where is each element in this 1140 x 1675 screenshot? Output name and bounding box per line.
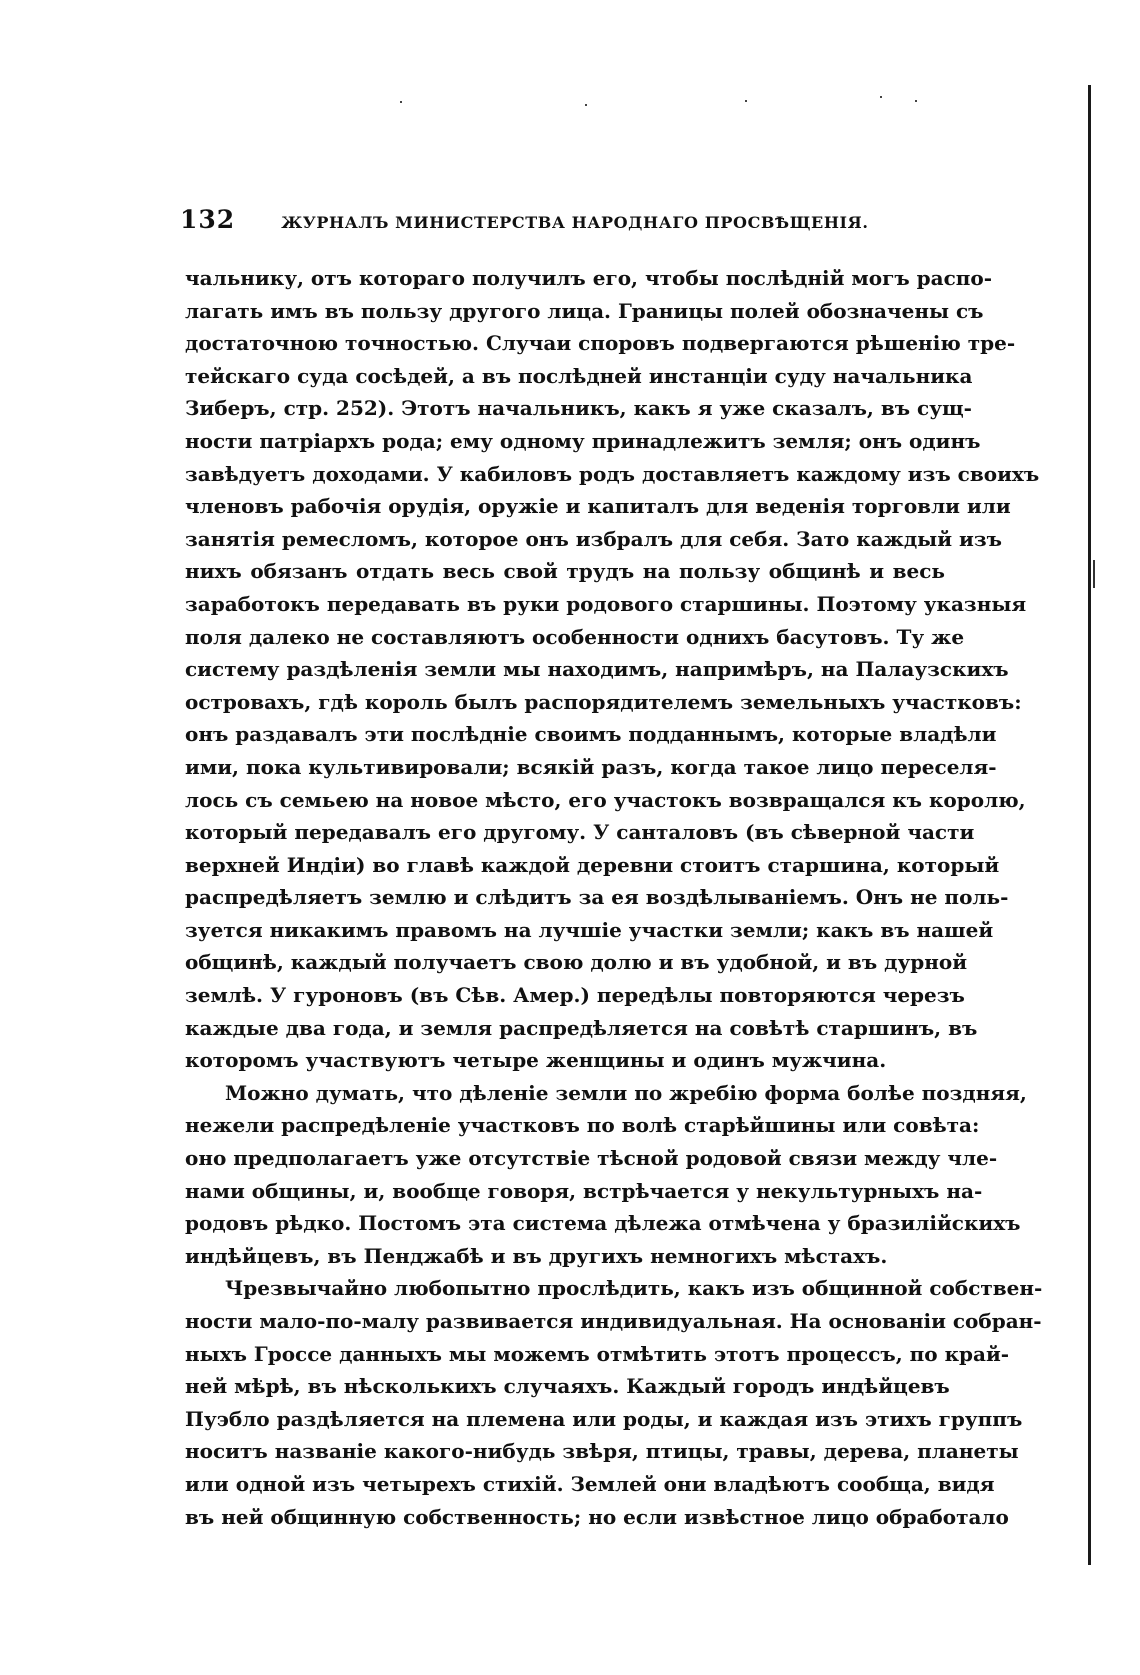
paragraph (185, 1077, 1027, 1273)
text-line: который передавалъ его другому. У санталовъ (въ сѣверной части (185, 820, 975, 845)
text-line: въ ней общинную собственность; но если извѣстное лицо обработало (185, 1504, 1009, 1529)
text-line: Зиберъ, стр. 252). Этотъ начальникъ, какъ я уже сказалъ, въ сущ- (185, 396, 972, 421)
page-number: 132 (180, 205, 236, 234)
paragraph (185, 262, 1040, 1077)
text-line: распредѣляетъ землю и слѣдитъ за ея воздѣлываніемъ. Онъ не поль- (185, 885, 1009, 910)
text-line: ныхъ Гроссе данныхъ мы можемъ отмѣтить этотъ процессъ, по край- (185, 1341, 1010, 1366)
scan-speck (915, 100, 917, 102)
text-line: Можно думать, что дѣленіе земли по жребію форма болѣе поздняя, (225, 1080, 1027, 1105)
text-line: ности мало-по-малу развивается индивидуальная. На основаніи собран- (185, 1309, 1042, 1333)
text-line: лось съ семьею на новое мѣсто, его участокъ возвращался къ королю, (185, 787, 1026, 812)
text-line: лагать имъ въ пользу другого лица. Границы полей обозначены съ (185, 298, 984, 323)
scan-speck (745, 100, 747, 102)
text-line: оно предполагаетъ уже отсутствіе тѣсной родовой связи между чле- (185, 1146, 998, 1171)
text-line: нихъ обязанъ отдать весь свой трудъ на пользу общинѣ и весь (185, 559, 945, 584)
text-line: индѣйцевъ, въ Пенджабѣ и въ другихъ немногихъ мѣстахъ. (185, 1243, 888, 1268)
text-line: заработокъ передавать въ руки родового старшины. Поэтому указныя (185, 591, 1027, 616)
page-binding-edge (1088, 85, 1091, 1565)
text-line: Чрезвычайно любопытно прослѣдить, какъ изъ общинной собствен- (225, 1276, 1043, 1301)
text-line: землѣ. У гуроновъ (въ Сѣв. Амер.) передѣлы повторяются черезъ (185, 983, 965, 1008)
paragraph (185, 1272, 1043, 1533)
text-line: ими, пока культивировали; всякій разъ, когда такое лицо переселя- (185, 754, 997, 779)
text-line: носитъ названіе какого-нибудь звѣря, птицы, травы, дерева, планеты (185, 1439, 1019, 1464)
scan-speck (880, 96, 882, 98)
scan-speck (585, 104, 587, 106)
text-line: Пуэбло раздѣляется на племена или роды, и каждая изъ этихъ группъ (185, 1406, 1023, 1431)
text-line: верхней Индіи) во главѣ каждой деревни стоитъ старшина, который (185, 852, 1000, 877)
text-line: онъ раздавалъ эти послѣдніе своимъ подданнымъ, которые владѣли (185, 722, 997, 747)
scan-speck (400, 101, 402, 103)
text-line: тейскаго суда сосѣдей, а въ послѣдней инстанціи суду начальника (185, 363, 973, 388)
page-binding-mark (1093, 560, 1095, 588)
text-line: зуется никакимъ правомъ на лучшіе участки земли; какъ въ нашей (185, 917, 994, 942)
text-line: достаточною точностью. Случаи споровъ подвергаются рѣшенію тре- (185, 331, 1016, 356)
text-line: или одной изъ четырехъ стихій. Землей они владѣютъ сообща, видя (185, 1471, 995, 1496)
text-line: общинѣ, каждый получаетъ свою долю и въ удобной, и въ дурной (185, 950, 968, 975)
text-line: которомъ участвуютъ четыре женщины и одинъ мужчина. (185, 1048, 887, 1073)
text-line: членовъ рабочія орудія, оружіе и капиталъ для веденія торговли или (185, 494, 1011, 519)
text-line: чальнику, отъ котораго получилъ его, чтобы послѣдній могъ распо- (185, 266, 993, 290)
text-line: занятія ремесломъ, которое онъ избралъ для себя. Зато каждый изъ (185, 526, 1002, 551)
text-line: островахъ, гдѣ король былъ распорядителемъ земельныхъ участковъ: (185, 689, 1022, 714)
text-line: систему раздѣленія земли мы находимъ, напримѣръ, на Палаузскихъ (185, 657, 1009, 682)
running-header (180, 205, 950, 245)
text-line: завѣдуетъ доходами. У кабиловъ родъ доставляетъ каждому изъ своихъ (185, 461, 1040, 486)
text-line: ней мѣрѣ, въ нѣсколькихъ случаяхъ. Каждый городъ индѣйцевъ (185, 1374, 950, 1399)
text-line: нежели распредѣленіе участковъ по волѣ старѣйшины или совѣта: (185, 1113, 980, 1138)
text-line: родовъ рѣдко. Постомъ эта система дѣлежа отмѣчена у бразилійскихъ (185, 1211, 1021, 1236)
body-text (185, 262, 1043, 1533)
journal-title: ЖУРНАЛЪ МИНИСТЕРСТВА НАРОДНАГО ПРОСВѢЩЕНІЯ. (281, 213, 869, 232)
text-line: ности патріархъ рода; ему одному принадлежитъ земля; онъ одинъ (185, 428, 981, 453)
text-line: нами общины, и, вообще говоря, встрѣчается у некультурныхъ на- (185, 1178, 983, 1203)
text-line: поля далеко не составляютъ особенности однихъ басутовъ. Ту же (185, 624, 965, 649)
text-line: каждые два года, и земля распредѣляется на совѣтѣ старшинъ, въ (185, 1015, 978, 1040)
